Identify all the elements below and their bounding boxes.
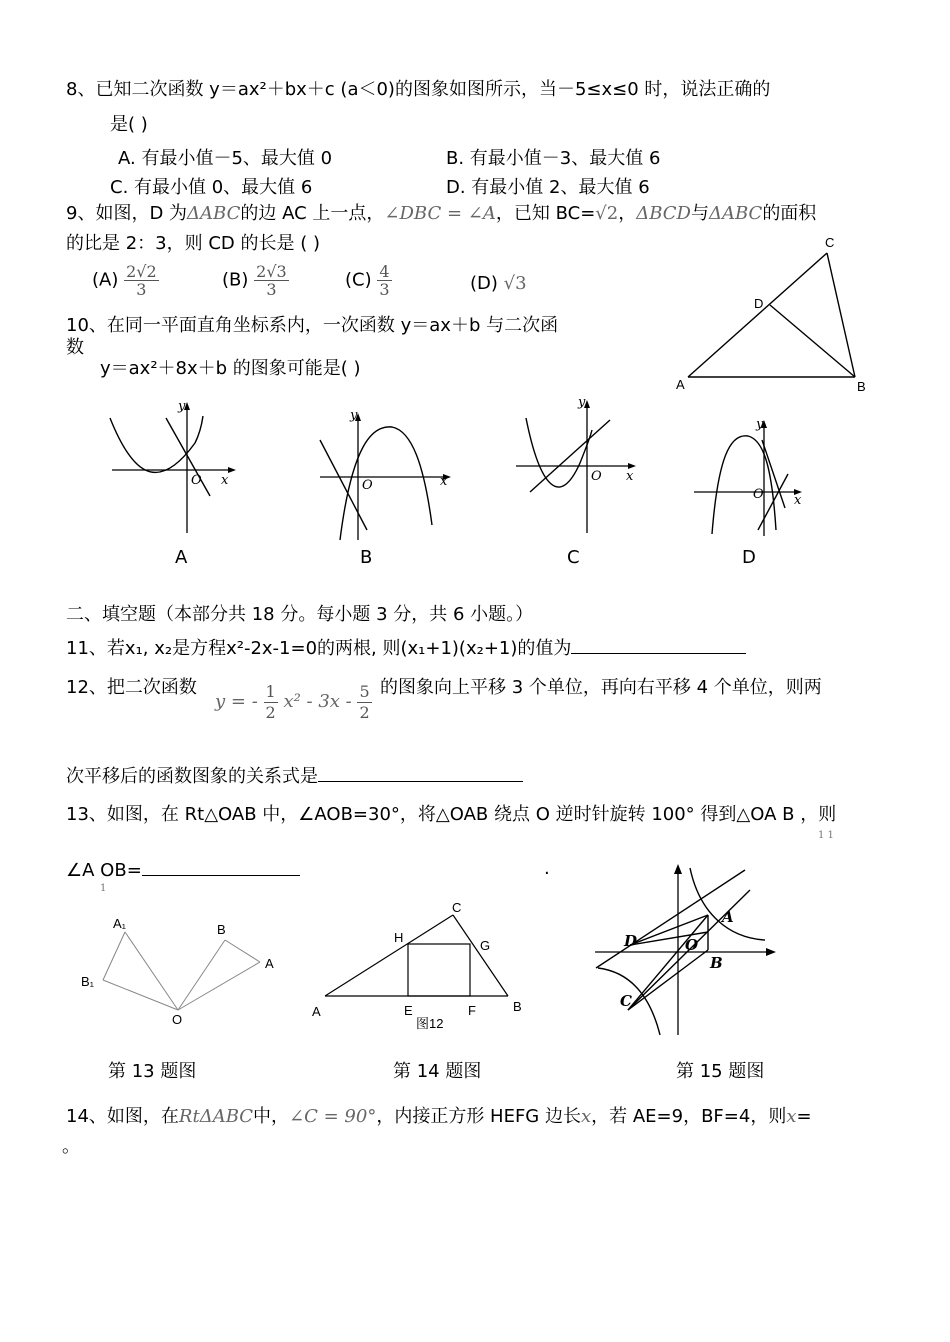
q10-line2: 数 bbox=[66, 337, 84, 358]
svg-text:A₁: A₁ bbox=[113, 916, 127, 931]
caption-fig13: 第 13 题图 bbox=[108, 1061, 197, 1082]
q14-line1: 14、如图，在RtΔABC中，∠C = 90°，内接正方形 HEFG 边长x，若 AE=9，BF=4，则x= bbox=[66, 1106, 812, 1127]
svg-text:O: O bbox=[191, 473, 202, 488]
q13-line2: ∠A OB= bbox=[66, 857, 300, 883]
q10-graph-label-a: A bbox=[175, 547, 188, 568]
q9-label-c: C bbox=[825, 235, 835, 250]
svg-text:G: G bbox=[480, 938, 491, 953]
q12-line1-post: 的图象向上平移 3 个单位，再向右平移 4 个单位，则两 bbox=[380, 677, 822, 698]
q9-label-a: A bbox=[676, 377, 685, 392]
q9-line1: 9、如图，D 为ΔABC的边 AC 上一点，∠DBC = ∠A，已知 BC=√2，ΔBCD与ΔABC的面积 bbox=[66, 203, 817, 224]
svg-text:x: x bbox=[794, 493, 802, 508]
q9-option-c: (C) $\frac{4}{3}$ bbox=[345, 262, 390, 299]
q13-line1: 13、如图，在 Rt△OAB 中，∠AOB=30°，将△OAB 绕点 O 逆时针旋转 100° 得到△OA B ，则 bbox=[66, 804, 837, 825]
q12-line2: 次平移后的函数图象的关系式是 bbox=[66, 763, 523, 789]
q11-answer-blank[interactable] bbox=[571, 635, 746, 654]
fig14-inscribed-square bbox=[310, 900, 540, 1040]
q12-line1: 12、把二次函数 bbox=[66, 677, 197, 698]
q10-graph-label-b: B bbox=[360, 547, 373, 568]
q10-line1: 10、在同一平面直角坐标系内，一次函数 y＝ax＋b 与二次函 bbox=[66, 315, 559, 336]
q10-graph-d bbox=[690, 418, 820, 538]
svg-text:H: H bbox=[394, 930, 404, 945]
svg-text:y: y bbox=[578, 395, 586, 410]
svg-text:x: x bbox=[626, 469, 634, 484]
q13-subscripts: 1 1 bbox=[818, 830, 834, 841]
svg-text:F: F bbox=[468, 1003, 476, 1018]
q12-equation: y = - $\frac{1}{2}$ x² - 3x - $\frac{5}{2}$ bbox=[215, 681, 370, 722]
svg-text:B: B bbox=[513, 999, 522, 1014]
svg-text:B: B bbox=[710, 954, 723, 972]
q11-text: 11、若x₁, x₂是方程x²-2x-1=0的两根, 则(x₁+1)(x₂+1)的值为 bbox=[66, 635, 746, 661]
svg-text:D: D bbox=[624, 932, 638, 950]
q8-option-c: C. 有最小值 0、最大值 6 bbox=[110, 177, 313, 198]
q10-line3: y＝ax²＋8x＋b 的图象可能是( ) bbox=[100, 358, 361, 379]
svg-text:E: E bbox=[404, 1003, 413, 1018]
q9-option-d: (D) √3 bbox=[470, 273, 527, 294]
svg-text:A: A bbox=[312, 1004, 321, 1019]
svg-text:C: C bbox=[452, 900, 462, 915]
q8-line1: 8、已知二次函数 y＝ax²＋bx＋c (a＜0)的图象如图所示，当－5≤x≤0 时，说法正确的 bbox=[66, 79, 771, 100]
q8-option-a: A. 有最小值－5、最大值 0 bbox=[118, 148, 333, 169]
q14-line2: 。 bbox=[62, 1136, 80, 1157]
svg-text:C: C bbox=[620, 992, 632, 1010]
svg-text:图12: 图12 bbox=[416, 1016, 444, 1031]
q8-line2: 是( ) bbox=[110, 114, 148, 135]
q12-answer-blank[interactable] bbox=[318, 763, 523, 782]
svg-text:x: x bbox=[440, 474, 448, 489]
svg-text:y: y bbox=[350, 408, 358, 423]
svg-text:A: A bbox=[722, 908, 734, 926]
svg-text:B: B bbox=[217, 922, 226, 937]
q9-triangle-figure bbox=[670, 235, 880, 395]
caption-fig14: 第 14 题图 bbox=[393, 1061, 482, 1082]
q10-graph-a bbox=[100, 398, 240, 538]
q9-option-b: (B) $\frac{2√3}{3}$ bbox=[222, 262, 287, 299]
q13-answer-blank[interactable] bbox=[142, 857, 300, 876]
caption-fig15: 第 15 题图 bbox=[676, 1061, 765, 1082]
svg-text:O: O bbox=[172, 1012, 183, 1027]
q8-option-d: D. 有最小值 2、最大值 6 bbox=[446, 177, 650, 198]
q13-subscript-2: 1 bbox=[100, 883, 107, 894]
q8-option-b: B. 有最小值－3、最大值 6 bbox=[446, 148, 661, 169]
q10-graph-b bbox=[312, 405, 462, 545]
svg-text:O: O bbox=[685, 936, 699, 954]
q9-label-b: B bbox=[857, 379, 866, 394]
q9-line2: 的比是 2：3，则 CD 的长是 ( ) bbox=[66, 233, 320, 254]
q10-graph-label-c: C bbox=[567, 547, 580, 568]
fig15-hyperbola bbox=[590, 860, 790, 1040]
svg-text:O: O bbox=[362, 478, 373, 493]
q13-dot: . bbox=[544, 858, 550, 879]
section-2-title: 二、填空题（本部分共 18 分。每小题 3 分，共 6 小题。） bbox=[66, 604, 534, 625]
q9-option-a: (A) $\frac{2√2}{3}$ bbox=[92, 262, 157, 299]
q10-graph-label-d: D bbox=[742, 547, 756, 568]
svg-text:A: A bbox=[265, 956, 274, 971]
q10-graph-c bbox=[510, 395, 650, 538]
svg-text:y: y bbox=[756, 417, 764, 432]
q9-label-d: D bbox=[754, 296, 764, 311]
svg-text:y: y bbox=[178, 399, 186, 414]
svg-text:x: x bbox=[221, 473, 229, 488]
fig13-rotation bbox=[75, 910, 295, 1035]
svg-text:O: O bbox=[591, 469, 602, 484]
svg-text:B₁: B₁ bbox=[81, 974, 95, 989]
svg-text:O: O bbox=[753, 487, 764, 502]
